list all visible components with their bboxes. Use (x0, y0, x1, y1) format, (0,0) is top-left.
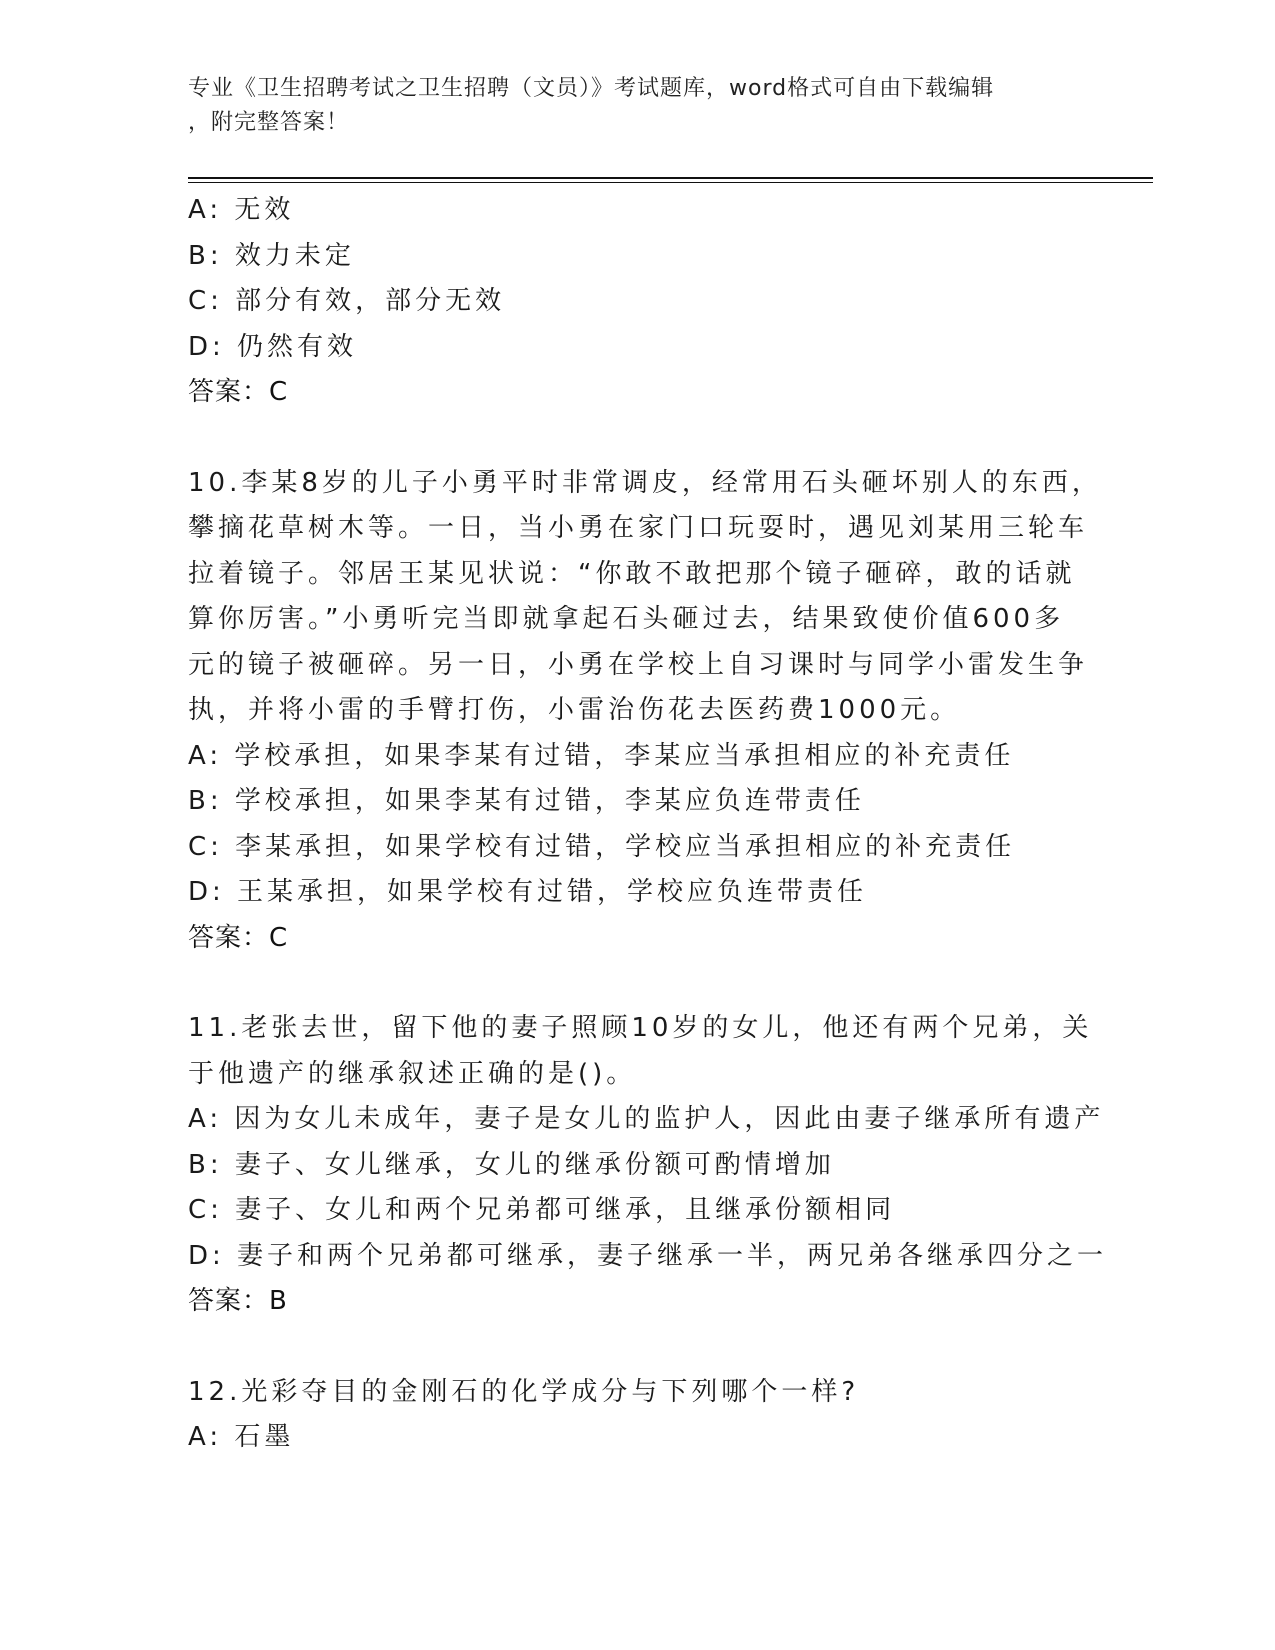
option-b: B: 学校承担，如果李某有过错，李某应负连带责任 (188, 786, 865, 816)
header-line-2: ，附完整答案！ (188, 110, 350, 135)
spacer (188, 416, 1088, 461)
question-text-line: 元的镜子被砸碎。另一日，小勇在学校上自习课时与同学小雷发生争 (188, 649, 1089, 680)
option-d: D: 妻子和两个兄弟都可继承，妻子继承一半，两兄弟各继承四分之一 (188, 1240, 1108, 1271)
answer: 答案：C (188, 377, 289, 407)
option-a: A: 学校承担，如果李某有过错，李某应当承担相应的补充责任 (188, 740, 1015, 771)
option-a: A: 石墨 (188, 1422, 295, 1452)
question-10 (188, 461, 1102, 962)
question-12 (188, 1370, 1088, 1461)
question-list (188, 188, 1108, 1461)
option-c: C: 部分有效，部分无效 (188, 286, 506, 316)
question-text-line: 算你厉害。”小勇听完当即就拿起石头砸过去，结果致使价值600多 (188, 604, 1065, 634)
header-divider (188, 177, 1153, 183)
option-d: D: 王某承担，如果学校有过错，学校应负连带责任 (188, 877, 868, 907)
question-text-line: 拉着镜子。邻居王某见状说：“你敢不敢把那个镜子砸碎，敢的话就 (188, 558, 1076, 589)
question-9 (188, 188, 1088, 416)
spacer (188, 961, 1088, 1006)
option-c: C: 李某承担，如果学校有过错，学校应当承担相应的补充责任 (188, 831, 1016, 862)
option-b: B: 效力未定 (188, 240, 355, 271)
option-b: B: 妻子、女儿继承，女儿的继承份额可酌情增加 (188, 1149, 835, 1180)
question-text-line: 于他遗产的继承叙述正确的是()。 (188, 1058, 637, 1089)
question-11 (188, 1006, 1108, 1325)
answer: 答案：C (188, 922, 289, 953)
answer: 答案：B (188, 1286, 288, 1316)
question-text-line: 12.光彩夺目的金刚石的化学成分与下列哪个一样? (188, 1376, 860, 1407)
option-a: A: 无效 (188, 195, 295, 225)
spacer (188, 1325, 1088, 1370)
question-text-line: 执，并将小雷的手臂打伤，小雷治伤花去医药费1000元。 (188, 695, 961, 725)
option-c: C: 妻子、女儿和两个兄弟都可继承，且继承份额相同 (188, 1195, 896, 1225)
option-d: D: 仍然有效 (188, 331, 358, 362)
document-header (188, 72, 1088, 140)
header-line-1: 专业《卫生招聘考试之卫生招聘（文员）》考试题库，word格式可自由下载编辑 (188, 76, 995, 101)
option-a: A: 因为女儿未成年，妻子是女儿的监护人，因此由妻子继承所有遗产 (188, 1104, 1105, 1134)
question-text-line: 攀摘花草树木等。一日，当小勇在家门口玩耍时，遇见刘某用三轮车 (188, 513, 1089, 543)
question-text-line: 10.李某8岁的儿子小勇平时非常调皮，经常用石头砸坏别人的东西， (188, 467, 1102, 498)
question-text-line: 11.老张去世，留下他的妻子照顾10岁的女儿，他还有两个兄弟，关 (188, 1013, 1093, 1043)
